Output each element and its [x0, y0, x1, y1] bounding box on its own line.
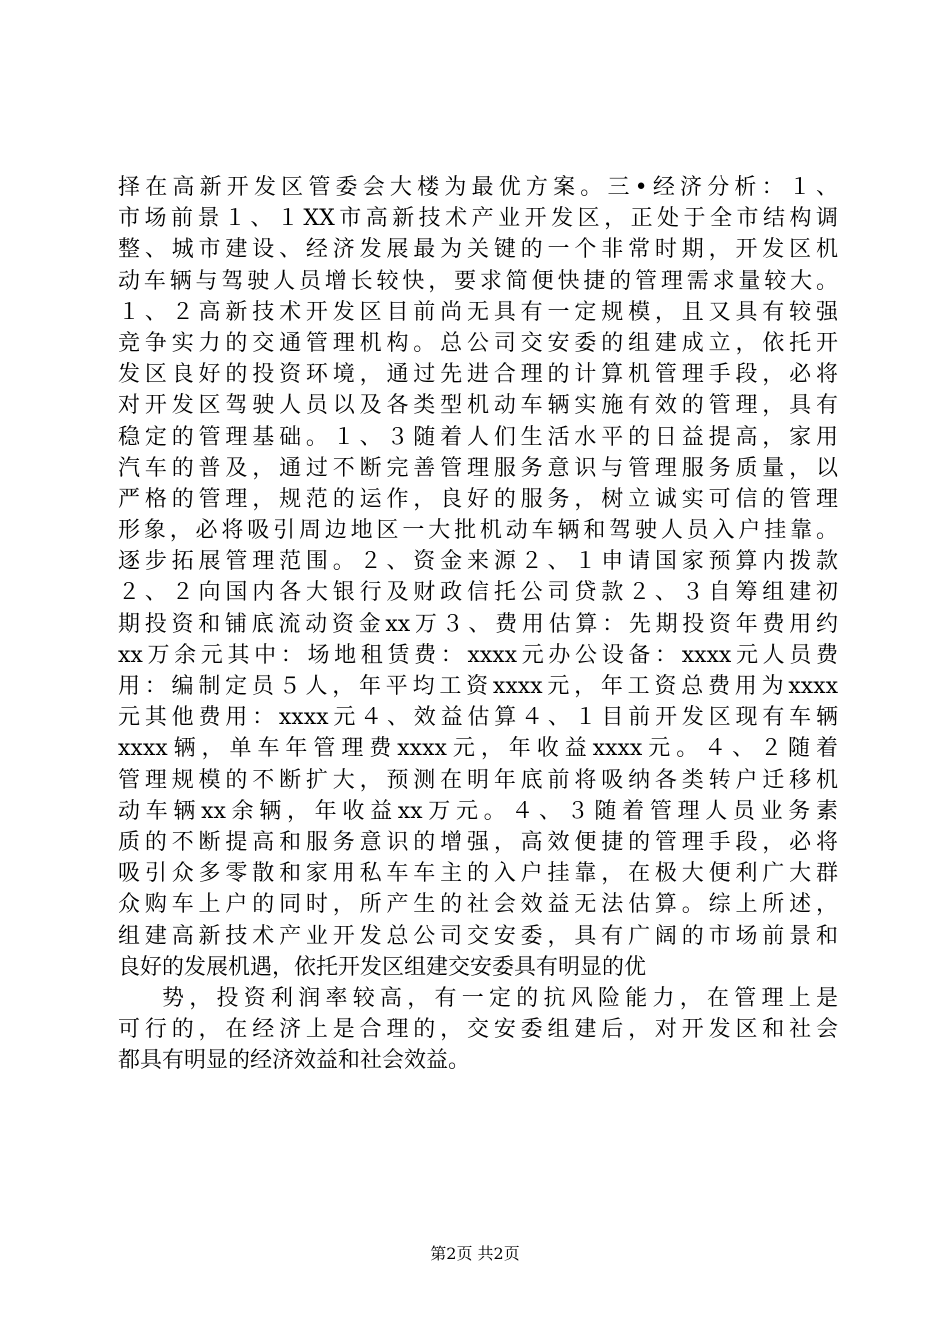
text-line: 整、城市建设、经济发展最为关键的一个非常时期，开发区机	[118, 237, 838, 263]
paragraph-2	[118, 983, 838, 1077]
page-number: 第2页 共2页	[430, 1244, 520, 1263]
text-line: 吸引众多零散和家用私车车主的入户挂靠，在极大便利广大群	[118, 861, 838, 887]
text-line: 都具有明显的经济效益和社会效益。	[118, 1048, 471, 1074]
text-line: 发区良好的投资环境，通过先进合理的计算机管理手段，必将	[118, 362, 838, 388]
text-line: 动车辆与驾驶人员增长较快，要求简便快捷的管理需求量较大。	[118, 268, 838, 294]
text-line: 期投资和铺底流动资金xx万３、费用估算：先期投资年费用约	[118, 611, 838, 637]
text-line: 动车辆xx余辆，年收益xx万元。４、３随着管理人员业务素	[118, 798, 838, 824]
text-line: xxxx辆，单车年管理费xxxx元，年收益xxxx元。４、２随着	[118, 736, 838, 762]
text-line: 元其他费用：xxxx元４、效益估算４、１目前开发区现有车辆	[118, 705, 838, 731]
paragraph-1	[118, 172, 838, 983]
text-line: 严格的管理，规范的运作，良好的服务，树立诚实可信的管理	[118, 486, 838, 512]
text-line: 择在高新开发区管委会大楼为最优方案。三•经济分析：１、	[118, 175, 838, 200]
text-line: 用：编制定员５人，年平均工资xxxx元，年工资总费用为xxxx	[118, 674, 838, 699]
text-line: 对开发区驾驶人员以及各类型机动车辆实施有效的管理，具有	[118, 393, 838, 419]
text-line: 良好的发展机遇，依托开发区组建交安委具有明显的优	[118, 954, 647, 980]
text-line: 逐步拓展管理范围。２、资金来源２、１申请国家预算内拨款	[118, 549, 838, 575]
body-text	[118, 172, 838, 1076]
text-line: 势，投资利润率较高，有一定的抗风险能力，在管理上是	[162, 985, 838, 1011]
text-line: 稳定的管理基础。１、３随着人们生活水平的日益提高，家用	[118, 424, 838, 450]
text-line: 质的不断提高和服务意识的增强，高效便捷的管理手段，必将	[118, 829, 838, 855]
text-line: 市场前景１、１XX市高新技术产业开发区，正处于全市结构调	[118, 206, 838, 232]
text-line: 组建高新技术产业开发总公司交安委，具有广阔的市场前景和	[118, 923, 838, 949]
text-line: 汽车的普及，通过不断完善管理服务意识与管理服务质量，以	[118, 455, 838, 481]
text-line: 众购车上户的同时，所产生的社会效益无法估算。综上所述，	[118, 892, 838, 918]
text-line: 可行的，在经济上是合理的，交安委组建后，对开发区和社会	[118, 1017, 838, 1043]
text-line: 形象，必将吸引周边地区一大批机动车辆和驾驶人员入户挂靠。	[118, 518, 838, 544]
text-line: xx万余元其中：场地租赁费：xxxx元办公设备：xxxx元人员费	[118, 642, 838, 668]
page-footer	[0, 1244, 950, 1264]
text-line: 管理规模的不断扩大，预测在明年底前将吸纳各类转户迁移机	[118, 767, 838, 793]
text-line: １、２高新技术开发区目前尚无具有一定规模，且又具有较强	[118, 299, 838, 325]
text-line: ２、２向国内各大银行及财政信托公司贷款２、３自筹组建初	[118, 580, 838, 606]
text-line: 竞争实力的交通管理机构。总公司交安委的组建成立，依托开	[118, 330, 838, 356]
